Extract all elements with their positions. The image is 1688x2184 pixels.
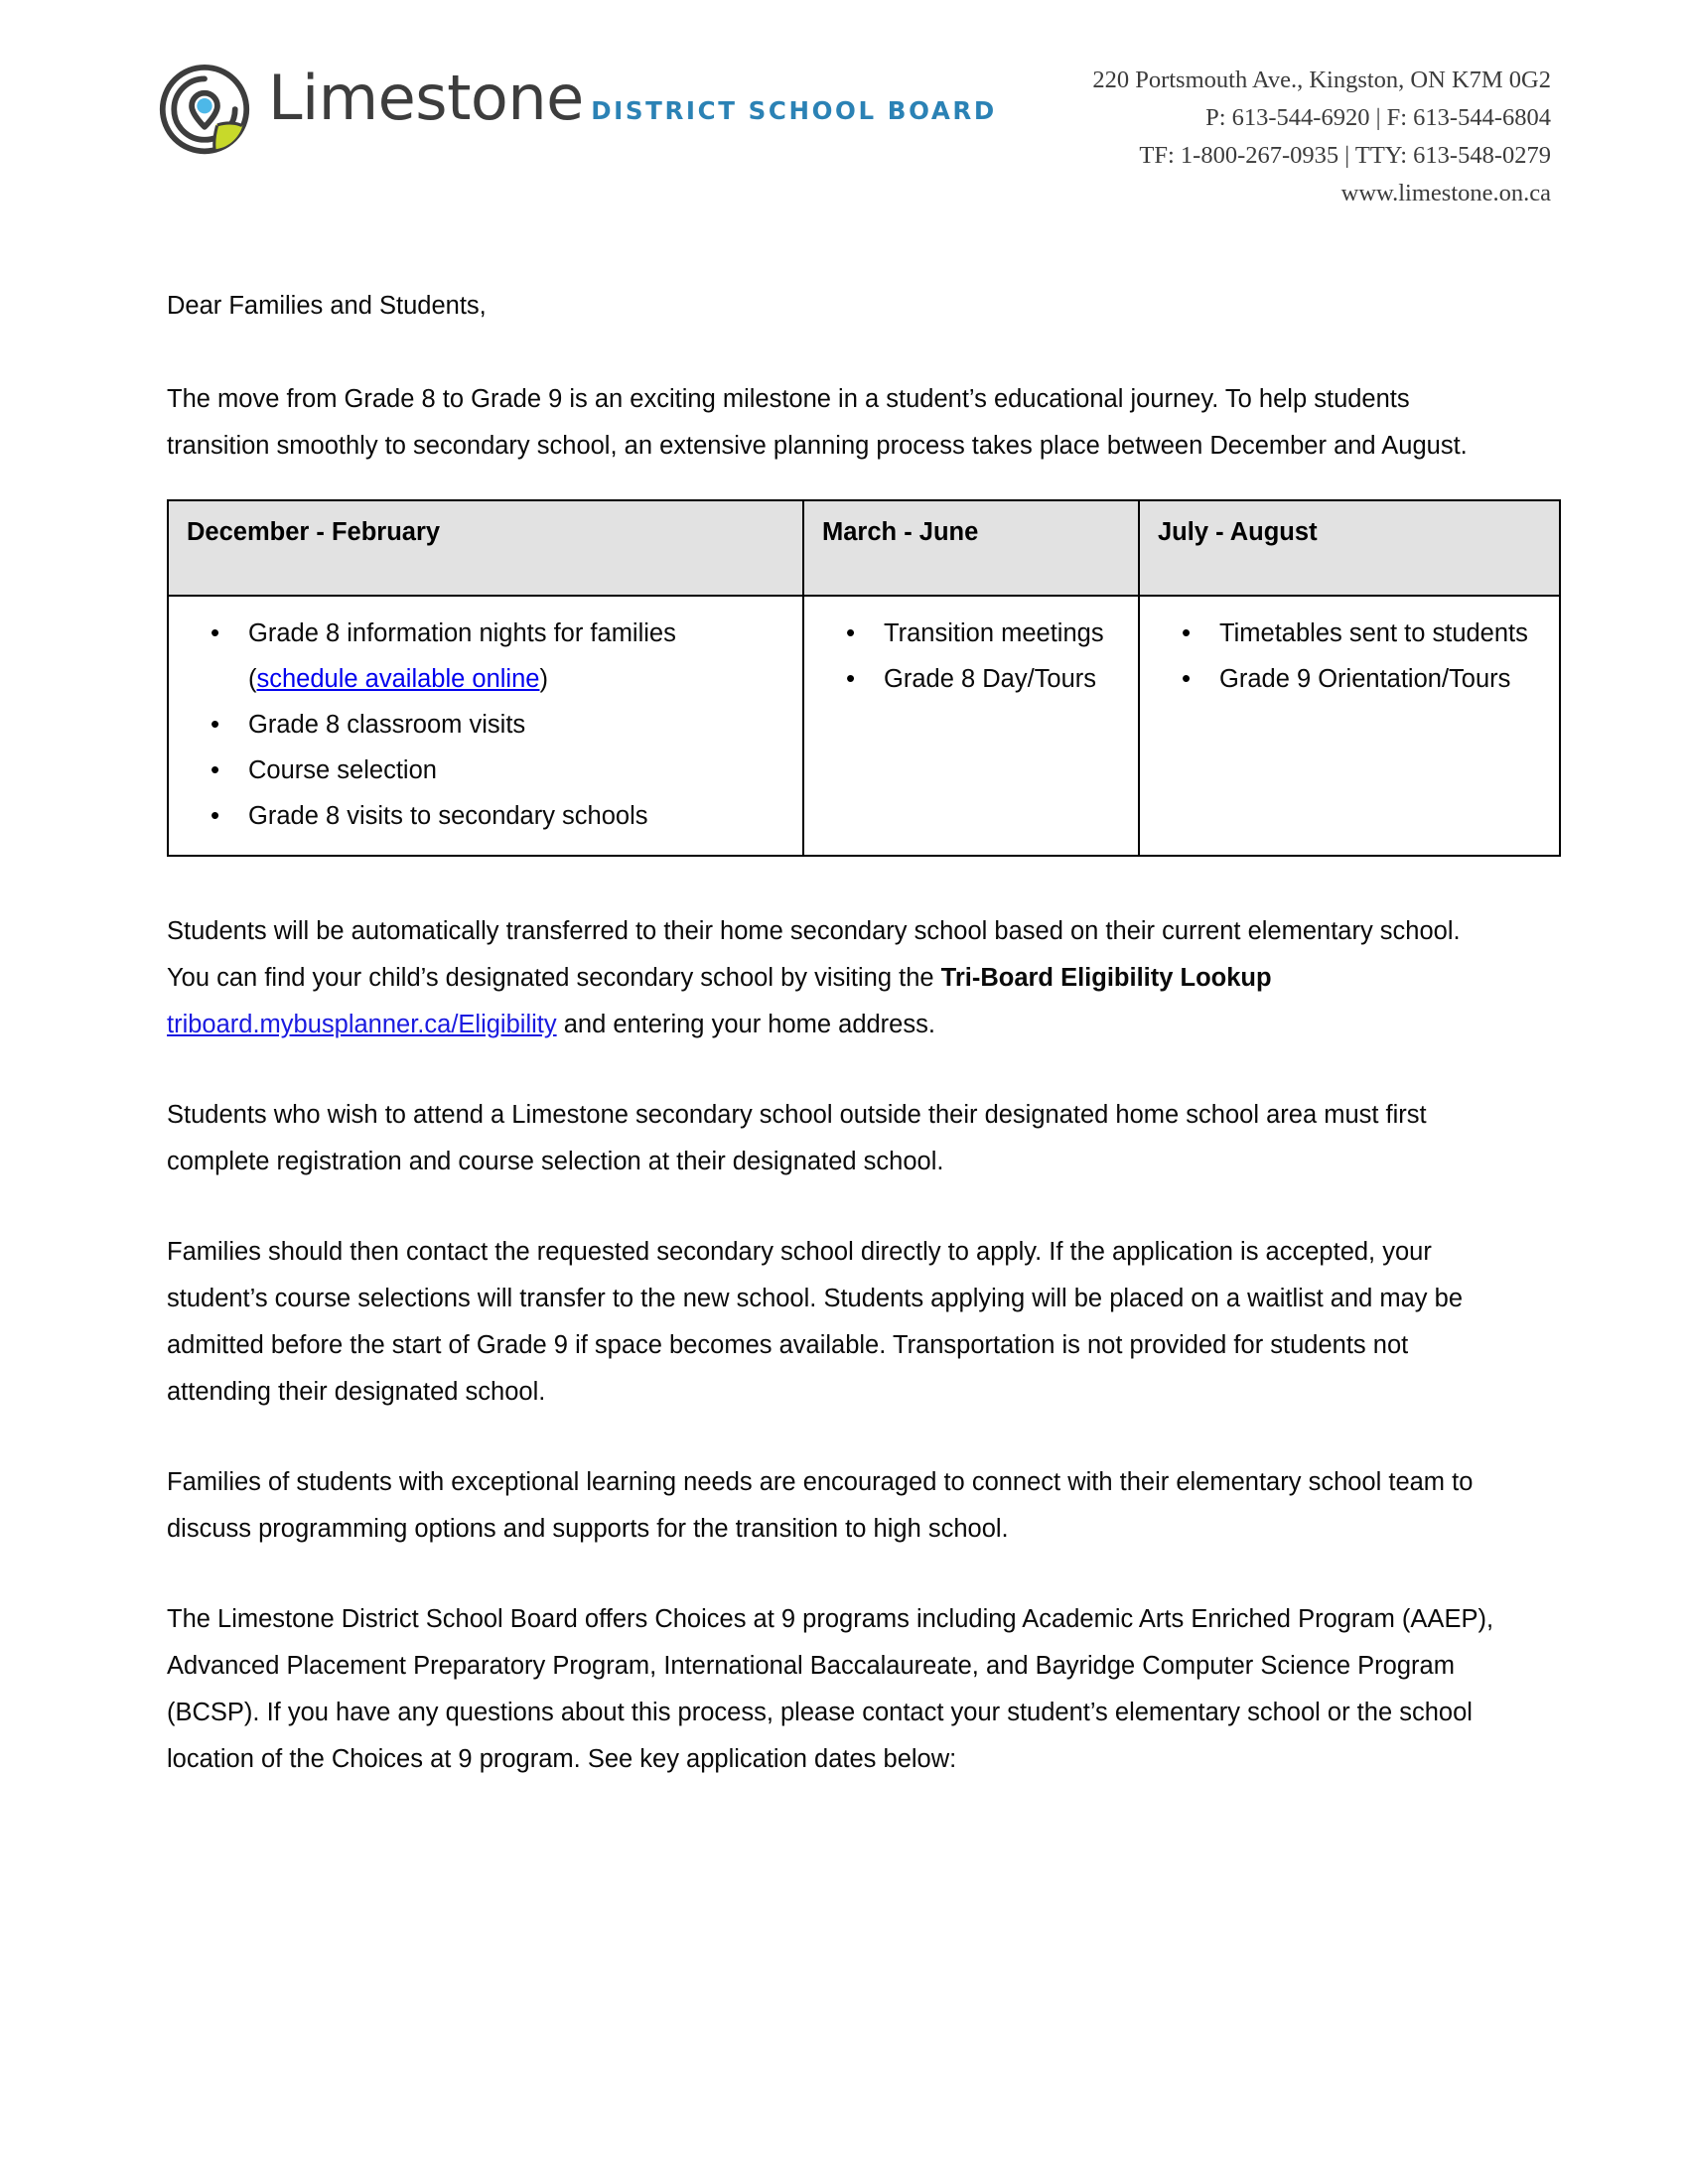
contact-info [1092, 62, 1551, 212]
transition-schedule-table [167, 499, 1561, 857]
table-header-mar-jun: March - June [803, 500, 1139, 596]
tri-board-eligibility-lookup-label: Tri-Board Eligibility Lookup [940, 964, 1272, 992]
apply-paragraph: Families should then contact the requested secondary school directly to apply. If the application is accepted, your student’s course selections will transfer to the new school. Students applying will be placed on a waitlist and may be admitted before the start of Grade 9 if space becomes available. Transportation is not provided for students not attending their designated school. [167, 1238, 1463, 1406]
letterhead-header [0, 48, 1688, 226]
contact-phone-fax: P: 613-544-6920 | F: 613-544-6804 [1205, 104, 1551, 131]
list-item: • Transition meetings [884, 611, 1128, 656]
table-header-row [168, 500, 1560, 596]
schedule-available-online-link[interactable]: schedule available online [256, 665, 540, 693]
table-header-jul-aug: July - August [1139, 500, 1560, 596]
limestone-logo [157, 60, 997, 161]
table-cell-mar-jun [803, 596, 1139, 856]
table-cell-jul-aug [1139, 596, 1560, 856]
logo-wordmark [268, 62, 997, 134]
limestone-logo-mark-icon [157, 62, 252, 161]
transfer-paragraph [167, 908, 1507, 1048]
list-item: • Timetables sent to students [1219, 611, 1549, 656]
list-item-suffix: ) [539, 665, 548, 693]
table-head [168, 500, 1560, 596]
contact-tollfree-tty: TF: 1-800-267-0935 | TTY: 613-548-0279 [1139, 142, 1551, 169]
outside-area-paragraph: Students who wish to attend a Limestone secondary school outside their designated home school area must first complete registration and course selection at their designated school. [167, 1101, 1427, 1175]
table-cell-dec-feb [168, 596, 803, 856]
mar-jun-list [814, 611, 1128, 702]
list-item: • Grade 8 classroom visits [248, 702, 792, 748]
dec-feb-list [179, 611, 792, 839]
triboard-eligibility-link[interactable]: triboard.mybusplanner.ca/Eligibility [167, 1011, 557, 1038]
transfer-text-1: Students will be automatically transferred to their home secondary school based on their current elementary school. You can find your child’s designated secondary school by visiting the [167, 917, 1461, 992]
transfer-text-2: and entering your home address. [556, 1011, 935, 1038]
exceptional-needs-paragraph: Families of students with exceptional learning needs are encouraged to connect with their elementary school team to discuss programming options and supports for the transition to high school. [167, 1468, 1474, 1543]
table-body [168, 596, 1560, 856]
spacer [167, 1185, 1507, 1229]
contact-website: www.limestone.on.ca [1340, 180, 1551, 206]
spacer [167, 1048, 1507, 1092]
list-item: • Grade 8 visits to secondary schools [248, 793, 792, 839]
logo-name: Limestone [268, 62, 584, 134]
list-item: • Course selection [248, 748, 792, 793]
list-item-prefix: Grade 8 information nights for families ( [248, 619, 676, 693]
spacer [167, 1553, 1507, 1596]
contact-address: 220 Portsmouth Ave., Kingston, ON K7M 0G2 [1092, 67, 1551, 93]
spacer [167, 330, 1507, 376]
table-header-dec-feb: December - February [168, 500, 803, 596]
letter-body [167, 283, 1528, 1783]
list-item: • Grade 8 Day/Tours [884, 656, 1128, 702]
jul-aug-list [1150, 611, 1549, 702]
schedule-table-wrapper [167, 499, 1528, 857]
list-item [248, 611, 792, 702]
salutation: Dear Families and Students, [167, 292, 487, 320]
logo-tagline: DISTRICT SCHOOL BOARD [591, 96, 997, 125]
intro-paragraph: The move from Grade 8 to Grade 9 is an exciting milestone in a student’s educational journey. To help students transition smoothly to secondary school, an extensive planning process takes place between December and August. [167, 385, 1468, 460]
table-row [168, 596, 1560, 856]
choices-at-9-paragraph: The Limestone District School Board offers Choices at 9 programs including Academic Arts Enriched Program (AAEP), Advanced Placement Preparatory Program, International Baccalaureate, and Bayridge Computer Science Program (BCSP). If you have any questions about this process, please contact your student’s elementary school or the school location of the Choices at 9 program. See key application dates below: [167, 1605, 1494, 1773]
spacer [167, 1416, 1507, 1459]
spacer [167, 865, 1507, 908]
list-item: • Grade 9 Orientation/Tours [1219, 656, 1549, 702]
